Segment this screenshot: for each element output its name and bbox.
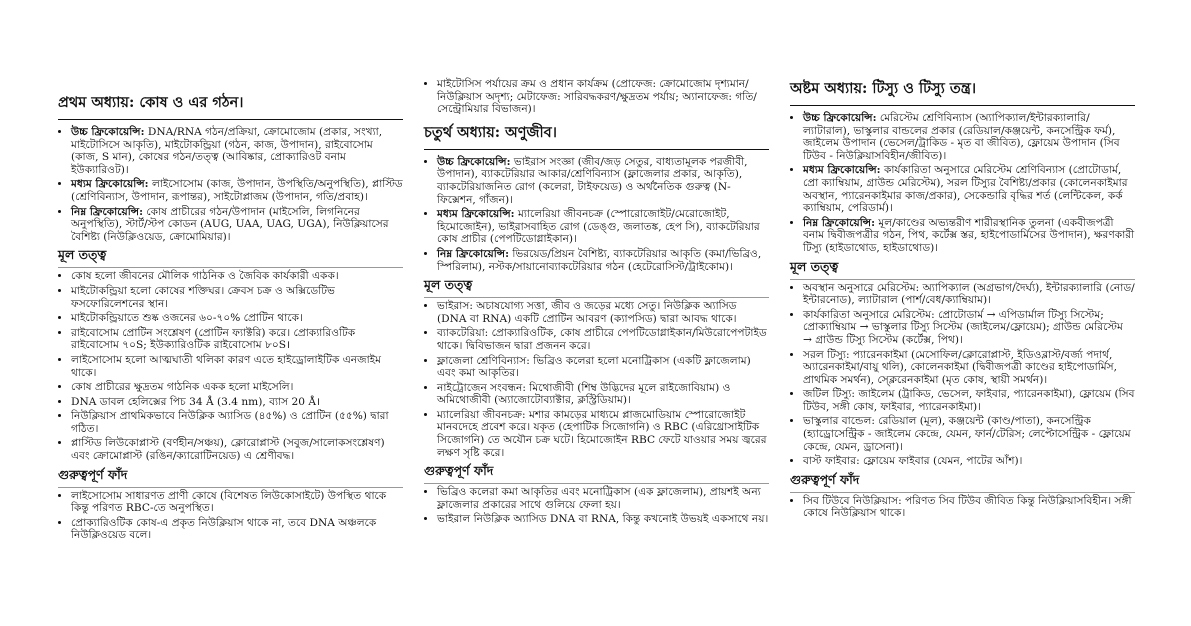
list-item: • নিম্ন ফ্রিকোয়েন্সি: মূল/কাণ্ডের অভ্যন্তরীণ শারীরস্থানিক তুলনা (একবীজপত্রী বনাম দ্বিবীজপত্রীর গঠন, পিথ, কর্টেক্স স্তর, হাইপোডার্মিসের উপাদান), ক্ষরণকারী টিস্যু (হাইডাথোড, হাইডাথোড)। (803, 217, 1135, 255)
list-item: • অবস্থান অনুসারে মেরিস্টেম: অ্যাপিক্যাল (অগ্রভাগ/দৈর্ঘ্য), ইন্টারক্যালারি (নোড/ইন্টারনোড), ল্যাটারাল (পার্শ/বেধ/ক্যাম্বিয়াম)। (803, 282, 1135, 307)
list-item: • ভাইরাস: অচাষযোগ্য সত্তা, জীব ও জড়ের মধ্যে সেতু। নিউক্লিক অ্যাসিড (DNA বা RNA) একটি প্রোটিন আবরণ (ক্যাপসিড) দ্বারা আবদ্ধ থাকে। (437, 300, 769, 325)
list-item: • নিম্ন ফ্রিকোয়েন্সি: ভিরয়েড/প্রিয়ন বৈশিষ্ট্য, ব্যাকটেরিয়ার আকৃতি (কমা/ভিব্রিও, স্পিরিলাম), নস্টক/সায়ানোব্যাকটেরিয়ার গঠন (হেটেরোসিস্ট/ট্রাইকোম)। (437, 248, 769, 273)
list-item: • নাইট্রোজেন সংবন্ধন: মিথোজীবী (শিম্ব উদ্ভিদের মূলে রাইজোবিয়াম) ও অমিথোজীবী (অ্যাজোটোব্যাক্টার, ক্লস্ট্রিডিয়াম)। (437, 382, 769, 407)
important-traps-heading: গুরুত্বপূর্ণ ফাঁদ (424, 463, 769, 484)
list-item: • নিম্ন ফ্রিকোয়েন্সি: কোষ প্রাচীরের গঠন/উপাদান (মাইসেলি, লিগনিনের অনুপস্থিতি), স্টার্ট/স্টপ কোডন (AUG, UAA, UAG, UGA), নিউক্লিয়াসের বৈশিষ্ট্য (নিউক্লিওয়েড, ক্রোমোমিয়ার)। (71, 206, 403, 244)
list-item: • মাইটোকন্ড্রিয়াতে শুষ্ক ওজনের ৬০-৭০% প্রোটিন থাকে। (71, 312, 403, 325)
list-item: • ফ্লাজেলা শ্রেণিবিন্যাস: ভিব্রিও কলেরা হলো মনোট্রিকাস (একটি ফ্লাজেলাম) এবং কমা আকৃতির। (437, 355, 769, 380)
list-item: • DNA ডাবল হেলিক্সের পিচ 34 Å (3.4 nm), ব্যাস 20 Å। (71, 396, 403, 409)
column-2 (424, 78, 769, 528)
list-item: • মধ্যম ফ্রিকোয়েন্সি: কার্যকারিতা অনুসারে মেরিস্টেম শ্রেণিবিন্যাস (প্রোটোডার্ম, প্রো ক্যাম্বিয়াম, গ্রাউন্ড মেরিস্টেম), সরল টিস্যুর বৈশিষ্ট্য/প্রকার (কোলেনকাইমার অবস্থান, প্যারেনকাইমার কাজ/প্রকার), সেকেন্ডারি বৃদ্ধির শর্ত (লেন্টিকেল, কর্ক ক্যাম্বিয়াম, পেরিডার্ম)। (803, 164, 1135, 214)
list-item: • জটিল টিস্যু: জাইলেম (ট্রাকিড, ভেসেল, ফাইবার, প্যারেনকাইমা), ফ্লোয়েম (সিব টিউব, সঙ্গী কোষ, ফাইবার, প্যারেনকাইমা)। (803, 388, 1135, 413)
list-item: • কার্যকারিতা অনুসারে মেরিস্টেম: প্রোটোডার্ম → এপিডার্মাল টিস্যু সিস্টেম; প্রোক্যাম্বিয়াম → ভাস্কুলার টিস্যু সিস্টেম (জাইলেম/ফ্লোয়েম); গ্রাউন্ড মেরিস্টেম → গ্রাউন্ড টিস্যু সিস্টেম (কর্টেক্স, পিথ)। (803, 309, 1135, 347)
list-item: • ব্যাকটেরিয়া: প্রোক্যারিওটিক, কোষ প্রাচীরে পেপটিডোগ্লাইকান/মিউরোপেপটাইড থাকে। দ্বিবিভাজন দ্বারা প্রজনন করে। (437, 327, 769, 352)
chapter-1-title: প্রথম অধ্যায়: কোষ ও এর গঠন। (58, 92, 403, 120)
list-item: • সরল টিস্যু: প্যারেনকাইমা (মেসোফিল/ক্লোরোপ্লাস্ট, ইডিওব্লাস্ট/বর্জ্য পদার্থ, অ্যারেনকাইমা/বায়ু থলি), কোলেনকাইমা (দ্বিবীজপত্রী কাণ্ডের হাইপোডার্মিস, প্রাথমিক সমর্থন), স্ক্লেরেনকাইমা (মৃত কোষ, স্থায়ী সমর্থন)। (803, 349, 1135, 387)
core-theory-list (58, 270, 403, 462)
list-item: • ভাইরাল নিউক্লিক অ্যাসিড DNA বা RNA, কিন্তু কখনোই উভয়ই একসাথে নয়। (437, 513, 769, 526)
important-traps-heading: গুরুত্বপূর্ণ ফাঁদ (58, 467, 403, 488)
list-item: • রাইবোসোম প্রোটিন সংশ্লেষণ (প্রোটিন ফ্যাক্টরি) করে। প্রোক্যারিওটিক রাইবোসোম ৭০S; ইউক্যারিওটিক রাইবোসোম ৮০S। (71, 327, 403, 352)
list-item: • লাইসোসোম সাধারণত প্রাণী কোষে (বিশেষত লিউকোসাইটে) উপস্থিত থাকে কিন্তু পরিণত RBC-তে অনুপস্থিত। (71, 490, 403, 515)
continued-list (424, 78, 769, 116)
list-item: • ভিব্রিও কলেরা কমা আকৃতির এবং মনোট্রিকাস (এক ফ্লাজেলাম), প্রায়শই অন্য ফ্লাজেলার প্রকারের সাথে গুলিয়ে ফেলা হয়। (437, 486, 769, 511)
frequency-list (424, 156, 769, 273)
chapter-8-title: অষ্টম অধ্যায়: টিস্যু ও টিস্যু তন্ত্র। (790, 78, 1135, 106)
list-item: • বাস্ট ফাইবার: ফ্লোয়েম ফাইবার (যেমন, পাটের আঁশ)। (803, 455, 1135, 468)
core-theory-heading: মূল তত্ত্ব (790, 259, 1135, 280)
core-theory-heading: মূল তত্ত্ব (424, 277, 769, 298)
list-item: • সিব টিউবে নিউক্লিয়াস: পরিণত সিব টিউব জীবিত কিন্তু নিউক্লিয়াসবিহীন। সঙ্গী কোষে নিউক্লিয়াস থাকে। (803, 495, 1135, 520)
list-item: • লাইসোসোম হলো আত্মঘাতী থলিকা কারণ এতে হাইড্রোলাইটিক এনজাইম থাকে। (71, 354, 403, 379)
list-item: • মাইটোকন্ড্রিয়া হলো কোষের শক্তিঘর। ক্রেবস চক্র ও অক্সিডেটিভ ফসফোরিলেশনের স্থান। (71, 285, 403, 310)
frequency-list (790, 112, 1135, 255)
list-item: • কোষ প্রাচীরের ক্ষুদ্রতম গাঠনিক একক হলো মাইসেলি। (71, 381, 403, 394)
list-item: • মাইটোসিস পর্যায়ের ক্রম ও প্রধান কার্যক্রম (প্রোফেজ: ক্রোমোজোম দৃশ্যমান/নিউক্লিয়াস অদৃশ্য; মেটাফেজ: সারিবদ্ধকরণ/ক্ষুদ্রতম পর্যায়; অ্যানাফেজ: গতি/সেন্ট্রোমিয়ার বিভাজন)। (437, 78, 769, 116)
frequency-list (58, 126, 403, 243)
list-item: • প্রোক্যারিওটিক কোষ-এ প্রকৃত নিউক্লিয়াস থাকে না, তবে DNA অঞ্চলকে নিউক্লিওয়েড বলে। (71, 517, 403, 542)
list-item: • উচ্চ ফ্রিকোয়েন্সি: মেরিস্টেম শ্রেণিবিন্যাস (অ্যাপিক্যাল/ইন্টারক্যালারি/ল্যাটারাল), ভাস্কুলার বান্ডলের প্রকার (রেডিয়াল/কঞ্জয়েন্ট, কনসেন্ট্রিক ফর্ম), জাইলেম উপাদান (ভেসেল/ট্রাকিড - মৃত বা জীবিত), ফ্লোয়েম উপাদান (সিব টিউব - নিউক্লিয়াসবিহীন/জীবিত)। (803, 112, 1135, 162)
important-traps-list (58, 490, 403, 542)
core-theory-heading: মূল তত্ত্ব (58, 247, 403, 268)
list-item: • উচ্চ ফ্রিকোয়েন্সি: DNA/RNA গঠন/প্রক্রিয়া, ক্রোমোজোম (প্রকার, সংখ্যা, মাইটোসিসে আকৃতি), মাইটোকন্ড্রিয়া (গঠন, কাজ, উপাদান), রাইবোসোম (কাজ, S মান), কোষের গঠন/তত্ত্ব (আবিষ্কার, প্রোক্যারিওট বনাম ইউক্যারিওট)। (71, 126, 403, 176)
list-item: • প্লাস্টিড লিউকোপ্লাস্ট (বর্ণহীন/সঞ্চয়), ক্লোরোপ্লাস্ট (সবুজ/সালোকসংশ্লেষণ) এবং ক্রোমোপ্লাস্ট (রঙিন/ক্যারোটিনয়েড) এ শ্রেণীবদ্ধ। (71, 437, 403, 462)
important-traps-list (790, 495, 1135, 520)
list-item: • মধ্যম ফ্রিকোয়েন্সি: লাইসোসোম (কাজ, উপাদান, উপস্থিতি/অনুপস্থিতি), প্লাস্টিড (শ্রেণিবিন্যাস, উপাদান, রূপান্তর), সাইটোপ্লাজম (উপাদান, গতি/প্রবাহ)। (71, 178, 403, 203)
core-theory-list (790, 282, 1135, 468)
core-theory-list (424, 300, 769, 459)
list-item: • ম্যালেরিয়া জীবনচক্র: মশার কামড়ের মাধ্যমে প্লাজমোডিয়াম স্পোরোজোইট মানবদেহে প্রবেশ করে। যকৃত (হেপাটিক সিজোগনি) ও RBC (এরিথ্রোসাইটিক সিজোগনি) তে অযৌন চক্র ঘটে। হিমোজোইন RBC ফেটে যাওয়ার সময় জ্বরের লক্ষণ সৃষ্টি করে। (437, 409, 769, 459)
list-item: • ভাস্কুলার বান্ডেল: রেডিয়াল (মূল), কঞ্জয়েন্ট (কাণ্ড/পাতা), কনসেন্ট্রিক (হ্যাড্রোসেন্ট্রিক - জাইলেম কেন্দ্রে, যেমন, ফার্ন/টেরিস; লেপ্টোসেন্ট্রিক - ফ্লোয়েম কেন্দ্রে, যেমন, ড্রাসেনা)। (803, 415, 1135, 453)
list-item: • মধ্যম ফ্রিকোয়েন্সি: ম্যালেরিয়া জীবনচক্র (স্পোরোজোইট/মেরোজোইট, হিমোজোইন), ভাইরাসবাহিত রোগ (ডেঙ্গু, জলাতঙ্ক, হেপ সি), ব্যাকটেরিয়ার কোষ প্রাচীর (পেপটিডোগ্লাইকান)। (437, 208, 769, 246)
column-1 (58, 92, 403, 544)
list-item: • কোষ হলো জীবনের মৌলিক গাঠনিক ও জৈবিক কার্যকারী একক। (71, 270, 403, 283)
column-3 (790, 78, 1135, 522)
chapter-4-title: চতুর্থ অধ্যায়: অণুজীব। (424, 122, 769, 150)
list-item: • উচ্চ ফ্রিকোয়েন্সি: ভাইরাস সংজ্ঞা (জীব/জড় সেতুর, বাধ্যতামূলক পরজীবী, উপাদান), ব্যাকটেরিয়ার আকার/শ্রেণিবিন্যাস (ফ্লাজেলার প্রকার, আকৃতি), ব্যাকটেরিয়াজনিত রোগ (কলেরা, টাইফয়েড) ও অর্থনৈতিক গুরুত্ব (N-ফিক্সেশন, গাঁজন)। (437, 156, 769, 206)
list-item: • নিউক্লিয়াস প্রাথমিকভাবে নিউক্লিক অ্যাসিড (৪৫%) ও প্রোটিন (৫৫%) দ্বারা গঠিত। (71, 410, 403, 435)
important-traps-heading: গুরুত্বপূর্ণ ফাঁদ (790, 472, 1135, 493)
important-traps-list (424, 486, 769, 526)
